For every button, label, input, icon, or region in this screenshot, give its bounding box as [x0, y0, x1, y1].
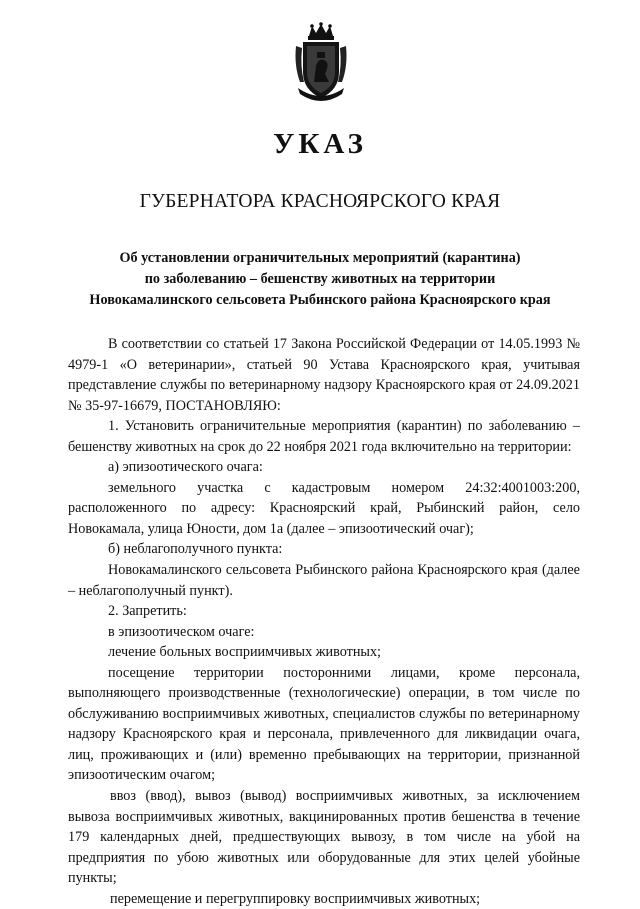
paragraph: в эпизоотическом очаге:: [108, 623, 255, 640]
paragraph: лечение больных восприимчивых животных;: [108, 644, 381, 661]
document-title: УКАЗ: [273, 128, 367, 160]
heading-line: по заболеванию – бешенству животных на территории: [144, 271, 496, 287]
paragraph: Новокамалинского сельсовета Рыбинского района Красноярского края (далее – неблагополучный пункт).: [68, 562, 580, 599]
paragraph: посещение территории посторонними лицами, кроме персонала, выполняющего производственные (технологические) операции, в том числе по обслуживанию восприимчивых животных, специалистов службы по ветеринарному надзору Красноярского края и персонала, привлеченного для ликвидации очага, лиц, проживающих и (или) временно пребывающих на территории, признанной эпизоотическим очагом;: [68, 664, 580, 784]
paragraph: б) неблагополучного пункта:: [108, 541, 283, 558]
paragraph: ввоз (ввод), вывоз (вывод) восприимчивых животных, за исключением вывоза восприимчивых животных, вакцинированных против бешенства в течение 179 календарных дней, предшествующих вывозу, в том числе на убой на предприятия по убою животных или оборудованные для этих целей убойные пункты;: [68, 788, 580, 887]
paragraph: В соответствии со статьей 17 Закона Российской Федерации от 14.05.1993 № 4979-1 «О ветеринарии», статьей 90 Устава Красноярского края, учитывая представление службы по ветеринарному надзору Красноярского края от 24.09.2021 № 35-97-16679, ПОСТАНОВЛЯЮ:: [68, 336, 580, 414]
paragraph: 2. Запретить:: [108, 603, 187, 620]
paragraph: 1. Установить ограничительные мероприятия (карантин) по заболеванию – бешенству животных на срок до 22 ноября 2021 года включительно на территории:: [68, 418, 580, 455]
paragraph: перемещение и перегруппировку восприимчивых животных;: [110, 890, 481, 907]
document-heading: [40, 248, 600, 311]
heading-line: Об установлении ограничительных мероприятий (карантина): [119, 250, 521, 266]
heading-line: Новокамалинского сельсовета Рыбинского района Красноярского края: [89, 292, 551, 308]
coat-of-arms-emblem-icon: [292, 22, 350, 102]
paragraph: земельного участка с кадастровым номером 24:32:4001003:200, расположенного по адресу: Красноярский край, Рыбинский район, село Новокамала, улица Юности, дом 1а (далее – эпизоотический очаг);: [68, 479, 580, 537]
document-body: [68, 334, 580, 909]
paragraph: а) эпизоотического очага:: [108, 459, 263, 476]
document-subtitle: ГУБЕРНАТОРА КРАСНОЯРСКОГО КРАЯ: [139, 191, 501, 212]
